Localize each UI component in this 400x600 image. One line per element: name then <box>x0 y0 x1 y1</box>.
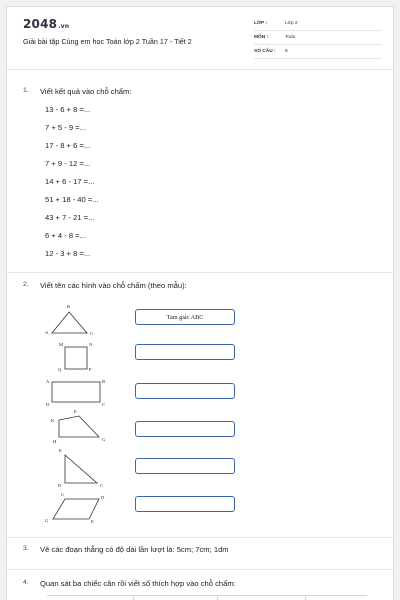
meta-value: Lớp 2 <box>285 21 298 26</box>
vertex-label: K <box>51 418 55 423</box>
exercise-item: 17 - 8 + 6 =... <box>45 141 91 150</box>
vertex-label: D <box>58 483 62 488</box>
vertex-label: E <box>91 519 94 524</box>
vertex-label: B <box>102 379 106 384</box>
quadrilateral-ekhg-figure <box>51 409 106 444</box>
vertex-label: D <box>101 495 105 500</box>
parallelogram-cdeg-figure <box>45 492 105 524</box>
vertex-label: M <box>59 342 64 347</box>
logo-text: 2048 <box>23 17 58 31</box>
question-number: 1. <box>23 87 29 94</box>
vertex-label: G <box>45 518 49 523</box>
vertex-label: C <box>90 331 94 336</box>
meta-value: 8 <box>285 49 288 54</box>
question-number: 3. <box>23 545 29 552</box>
exercise-item: 12 - 3 + 8 =... <box>45 249 91 258</box>
figure-frame-line <box>133 596 134 600</box>
exercise-item: 51 + 18 - 40 =... <box>45 195 99 204</box>
vertex-label: E <box>74 409 77 414</box>
vertex-label: Q <box>58 367 62 372</box>
scale-figure-area <box>47 595 367 600</box>
vertex-label: G <box>102 437 106 442</box>
meta-label: SỐ CÂU : <box>254 49 276 54</box>
vertex-label: E <box>59 448 62 453</box>
vertex-label: H <box>53 439 57 444</box>
figure-frame-line <box>217 596 218 600</box>
question-text: Viết tên các hình vào chỗ chấm (theo mẫu): <box>40 281 187 290</box>
section-divider <box>7 537 393 538</box>
logo-suffix: .vn <box>58 23 70 30</box>
exercise-item: 13 - 6 + 8 =... <box>45 105 91 114</box>
triangle-abc-figure <box>45 304 93 336</box>
question-number: 2. <box>23 281 29 288</box>
worksheet-page <box>6 6 394 600</box>
exercise-item: 43 + 7 - 21 =... <box>45 213 95 222</box>
vertex-label: C <box>100 483 104 488</box>
meta-label: MÔN : <box>254 35 269 40</box>
meta-label: LỚP : <box>254 21 268 26</box>
vertex-label: C <box>61 492 65 497</box>
vertex-label: A <box>46 379 50 384</box>
question-text: Vẽ các đoạn thẳng có độ dài lần lượt là: 5cm; 7cm; 1dm <box>40 545 229 554</box>
vertex-label: D <box>46 402 50 407</box>
question-number: 4. <box>23 579 29 586</box>
question-text: Quan sát ba chiếc cân rồi viết số thích hợp vào chỗ chấm: <box>40 579 236 588</box>
square-mnpq-figure <box>58 342 93 372</box>
question-text: Viết kết quả vào chỗ chấm: <box>40 87 132 96</box>
section-divider <box>7 569 393 570</box>
right-triangle-edc-figure <box>58 448 103 488</box>
meta-value: Toán <box>285 35 296 40</box>
exercise-item: 6 + 4 - 8 =... <box>45 231 86 240</box>
vertex-label: N <box>89 342 93 347</box>
exercise-item: 7 + 5 - 9 =... <box>45 123 86 132</box>
exercise-item: 14 + 6 - 17 =... <box>45 177 95 186</box>
example-answer-text: Tam giác ABC <box>166 314 204 321</box>
page-title: Giải bài tập Cùng em học Toán lớp 2 Tuần 17 - Tiết 2 <box>23 37 192 46</box>
vertex-label: B <box>67 304 71 309</box>
exercise-item: 7 + 9 - 12 =... <box>45 159 91 168</box>
rectangle-abcd-figure <box>46 379 105 407</box>
vertex-label: A <box>45 330 49 335</box>
vertex-label: C <box>102 402 106 407</box>
vertex-label: P <box>89 367 92 372</box>
geometry-figures <box>7 7 393 600</box>
figure-frame-line <box>305 596 306 600</box>
